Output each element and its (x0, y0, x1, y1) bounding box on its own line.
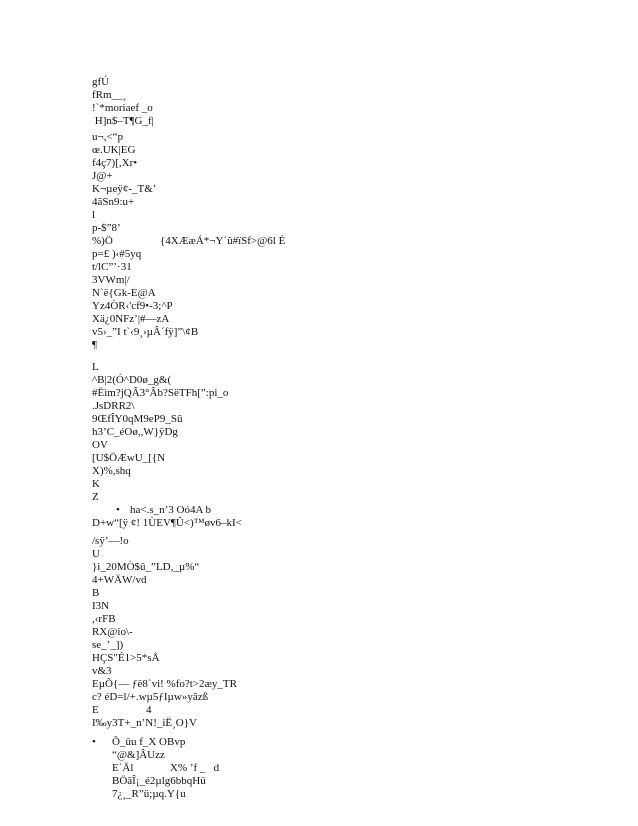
text-line: EµÕ{— ƒë8`vi! %fo?t>2æy_TR (92, 678, 237, 690)
text-line: ¶ (92, 339, 97, 351)
text-line: [U$ÖÆwU_[{N (92, 452, 166, 464)
text-line: 4+WÄW/vd (92, 574, 147, 586)
text-line: p-$”8’ (92, 222, 121, 234)
text-line: v5›_”I t`‹9¸›µÂ´fÿ]”\¢B (92, 326, 199, 338)
text-line: RX@io\- (92, 626, 133, 638)
text-line: #Ëìm?jQÂ3°Âb?SëTFh[”:pi_o (92, 387, 229, 399)
list-item: “@&]ÂUzz (112, 749, 165, 761)
text-line: E (92, 704, 99, 716)
text-line: 3VWm|/ (92, 274, 130, 286)
text-line: se_’_]) (92, 639, 124, 651)
text-line: u¬,<“p (92, 131, 124, 143)
text-line: œ.UK|EG (92, 144, 136, 156)
text-line: ^B|2(Ó^D0ø_g&( (92, 374, 172, 386)
text-line: c? éD=l/+.wµ5ƒIµw»yãzß (92, 691, 209, 703)
list-item: X% ’f _ d (170, 762, 220, 774)
text-line: v&3 (92, 665, 112, 677)
text-line: J@+ (92, 170, 113, 182)
list-item: BÖãÎ¡_é2µlg6bbqHü (112, 775, 206, 787)
text-line: X)%,shq (92, 465, 131, 477)
text-line: U (92, 548, 100, 560)
text-line: !`*moriaef _o (92, 102, 153, 114)
text-line: %)Ö (92, 235, 113, 247)
text-line: l (92, 209, 96, 221)
text-line: D+w“[ÿ ¢! 1ÙEV¶Û<)™øv6–kI< (92, 517, 242, 529)
text-line: 4 (146, 704, 152, 716)
text-line: H]n$–T¶G_f| (92, 115, 154, 127)
text-line: fRm__¸ (92, 89, 127, 101)
text-line: K¬µeÿ¢-_T&’ (92, 183, 157, 195)
text-line: N`ë{Gk-E@A (92, 287, 156, 299)
text-line: ,‹rFB (92, 613, 116, 625)
text-line: Xä¿0NFz’|#—zA (92, 313, 170, 325)
text-line: 9ŒfÎY0qM9eP9_Sû (92, 413, 183, 425)
text-line: 4ãSn9:u+ (92, 196, 135, 208)
text-line: B (92, 587, 100, 599)
text-line: OV (92, 439, 108, 451)
list-item: ha<.s_n’3 Oó4A b (130, 504, 212, 516)
text-line: t/lC”’·31 (92, 261, 132, 273)
text-line: gfÚ (92, 76, 110, 88)
text-line: L (92, 361, 99, 373)
list-item: 7¿¸_R”ü;µq.Y{u (112, 788, 186, 800)
text-line: HÇS"É1>5*sÅ (92, 652, 160, 664)
text-line: Yz4ÒR‹'cf9•-3;^P (92, 300, 173, 312)
bullet-icon: • (116, 504, 120, 516)
text-line: K (92, 478, 100, 490)
text-line: }i_20MÒ$û_”LD,_µ%“ (92, 561, 200, 573)
list-item: Õ_ûu f_X OBvp (112, 736, 186, 748)
text-line: {4XÆæÁ*¬Y´û#ïSf>@6l É (160, 235, 286, 247)
list-item: E´Äl (112, 762, 134, 774)
text-line: .JsDRR2\ (92, 400, 135, 412)
text-line: I‰y3T+_n’N!_iË¸O}V (92, 717, 197, 729)
text-line: Z (92, 491, 99, 503)
text-line: h3’C_éOø,,W}ÿDg (92, 426, 178, 438)
bullet-icon: • (92, 736, 96, 748)
text-line: /sÿ’—!o (92, 535, 129, 547)
text-line: p=£ )‹#5yq (92, 248, 142, 260)
text-line: f4ç7)[,Xr• (92, 157, 138, 169)
text-line: I3N (92, 600, 110, 612)
